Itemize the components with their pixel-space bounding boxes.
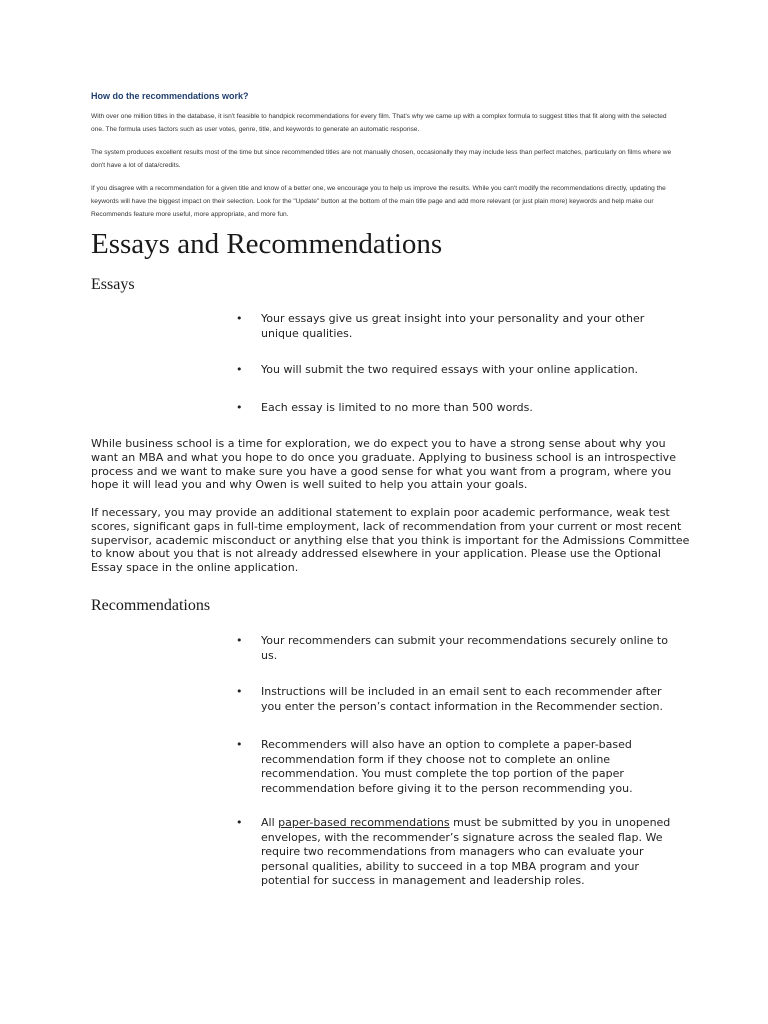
bullet-icon: • xyxy=(236,634,243,647)
bullet-icon: • xyxy=(236,816,243,829)
list-item xyxy=(236,312,676,341)
list-item xyxy=(236,685,676,714)
bullet-icon: • xyxy=(236,685,243,698)
faq-paragraph: The system produces excellent results most of the time but since recommended titles are not manually chosen, occasionally they may include less than perfect matches, particularly on films where we don't have a lot of data/credits. xyxy=(91,149,672,169)
faq-paragraph: If you disagree with a recommendation for a given title and know of a better one, we encourage you to help us improve the results. While you can't modify the recommendations directly, updating the keywords will have the biggest impact on their selection. Look for the "Update" button at the bottom of the main title page and add more relevant (or just plain more) keywords and help make our Recommends feature more useful, more appropriate, and more fun. xyxy=(91,185,666,218)
list-item-text: Your essays give us great insight into your personality and your other unique qualities. xyxy=(261,312,645,340)
bullet-icon: • xyxy=(236,401,243,414)
body-paragraph: If necessary, you may provide an additional statement to explain poor academic performance, weak test scores, significant gaps in full-time employment, lack of recommendation from your current or most recent supervisor, academic misconduct or anything else that you think is important for the Admissions Committee to know about you that is not already addressed elsewhere in your application. Please use the Optional Essay space in the online application. xyxy=(91,506,690,575)
recommendations-heading: Recommendations xyxy=(91,597,211,614)
list-item xyxy=(236,738,676,796)
page-title: Essays and Recommendations xyxy=(91,228,443,260)
paper-based-recommendations-link[interactable]: paper-based recommendations xyxy=(278,816,450,829)
bullet-icon: • xyxy=(236,312,243,325)
list-item-text: Instructions will be included in an email sent to each recommender after you enter the person’s contact information in the Recommender section. xyxy=(261,685,663,713)
bullet-icon: • xyxy=(236,363,243,376)
bullet-icon: • xyxy=(236,738,243,751)
list-item-text: Recommenders will also have an option to complete a paper-based recommendation form if they choose not to complete an online recommendation. You must complete the top portion of the paper recommendation before giving it to the person recommending you. xyxy=(261,738,633,795)
list-item-text xyxy=(261,816,676,889)
list-item-text-prefix: All xyxy=(261,816,279,829)
faq-title: How do the recommendations work? xyxy=(91,91,249,101)
list-item xyxy=(236,634,676,663)
list-item-text: Each essay is limited to no more than 500 words. xyxy=(261,401,533,414)
list-item xyxy=(236,401,676,416)
essays-heading: Essays xyxy=(91,276,135,293)
list-item-text: You will submit the two required essays with your online application. xyxy=(261,363,639,376)
list-item xyxy=(236,816,676,889)
body-paragraph: While business school is a time for exploration, we do expect you to have a strong sense about why you want an MBA and what you hope to do once you graduate. Applying to business school is an introspective process and we want to make sure you have a good sense for what you want from a program, where you hope it will lead you and why Owen is well suited to help you attain your goals. xyxy=(91,437,676,492)
list-item-text: Your recommenders can submit your recommendations securely online to us. xyxy=(261,634,668,662)
faq-paragraph: With over one million titles in the database, it isn't feasible to handpick recommendations for every film. That's why we came up with a complex formula to suggest titles that fit along with the selected one. The formula uses factors such as user votes, genre, title, and keywords to generate an automatic response. xyxy=(91,113,667,133)
list-item-text-rest: must be submitted by you in unopened envelopes, with the recommender’s signature across the sealed flap. We require two recommendations from managers who can evaluate your personal qualities, ability to succeed in a top MBA program and your potential for success in management and leadership roles. xyxy=(261,816,671,887)
list-item xyxy=(236,363,676,378)
